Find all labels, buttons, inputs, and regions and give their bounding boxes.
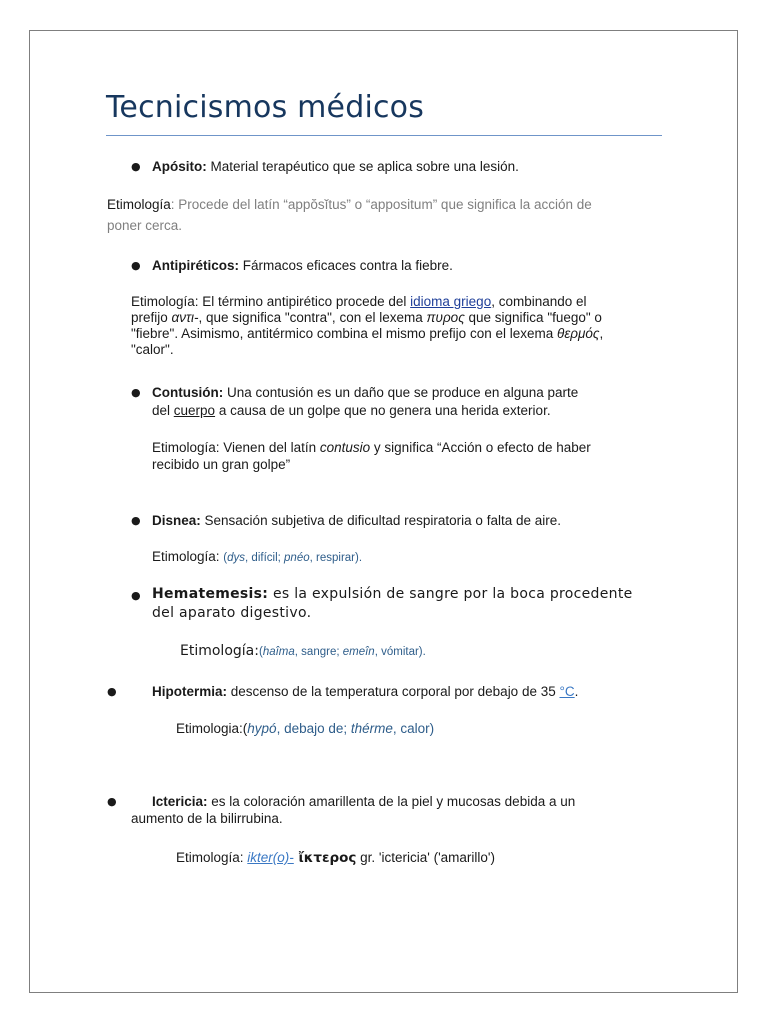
celsius-link[interactable]: °C — [559, 684, 575, 699]
term-hematemesis: Hematemesis: — [152, 586, 269, 602]
entry-disnea-etymology: Etimología: (dys, difícil; pnéo, respirar). — [152, 549, 363, 564]
entry-disnea-definition: Disnea: Sensación subjetiva de dificultad respiratoria o falta de aire. — [152, 513, 561, 528]
bullet-icon: ● — [107, 795, 117, 808]
term-ictericia: Ictericia: — [152, 794, 208, 809]
entry-hipotermia-etymology: Etimologia:(hypó, debajo de; thérme, calor) — [176, 721, 435, 736]
term-aposito: Apósito: — [152, 159, 207, 174]
ikter-link[interactable]: ikter(o)- — [247, 850, 294, 865]
entry-antipireticos-etymology: Etimología: El término antipirético procede del idioma griego, combinando el — [131, 294, 587, 309]
entry-antipireticos-etymology-line4: "calor". — [131, 342, 174, 357]
entry-ictericia-etymology: Etimología: ikter(o)- ἴκτερος gr. 'ictericia' ('amarillo') — [176, 850, 496, 866]
bullet-icon: ● — [131, 160, 141, 173]
idioma-griego-link[interactable]: idioma griego — [410, 294, 492, 309]
term-antipireticos: Antipiréticos: — [152, 258, 240, 273]
cuerpo-link[interactable]: cuerpo — [173, 403, 216, 418]
entry-hematemesis-definition-line2: del aparato digestivo. — [152, 605, 312, 621]
entry-ictericia-definition-line2: aumento de la bilirrubina. — [131, 811, 283, 826]
term-contusion: Contusión: — [152, 385, 224, 400]
entry-ictericia-definition: Ictericia: es la coloración amarillenta de la piel y mucosas debida a un — [152, 794, 576, 809]
entry-antipireticos-etymology-line2: prefijo αντι-, que significa "contra", con el lexema πυρος que significa "fuego" o — [131, 310, 602, 325]
bullet-icon: ● — [131, 386, 141, 399]
entry-contusion-etymology-line2: recibido un gran golpe” — [152, 457, 291, 472]
bullet-icon: ● — [131, 259, 141, 272]
entry-hipotermia-definition: Hipotermia: descenso de la temperatura corporal por debajo de 35 °C. — [152, 684, 579, 699]
bullet-icon: ● — [107, 685, 117, 698]
entry-hematemesis-definition: Hematemesis: es la expulsión de sangre por la boca procedente — [152, 586, 633, 602]
page-title: Tecnicismos médicos — [106, 90, 425, 125]
title-underline — [106, 135, 662, 136]
entry-antipireticos-etymology-line3: "fiebre". Asimismo, antitérmico combina el mismo prefijo con el lexema θερμός, — [131, 326, 604, 341]
entry-antipireticos-definition: Antipiréticos: Fármacos eficaces contra la fiebre. — [152, 258, 453, 273]
bullet-icon: ● — [131, 589, 141, 602]
entry-aposito-etymology-line2: poner cerca. — [107, 218, 183, 233]
entry-contusion-etymology: Etimología: Vienen del latín contusio y significa “Acción o efecto de haber — [152, 440, 591, 455]
entry-contusion-definition-line2: del cuerpo a causa de un golpe que no genera una herida exterior. — [152, 403, 551, 418]
entry-aposito-definition: Apósito: Material terapéutico que se aplica sobre una lesión. — [152, 159, 519, 174]
entry-aposito-etymology: Etimología: Procede del latín “appŏsĭtus” o “appositum” que significa la acción de — [107, 197, 592, 212]
term-hipotermia: Hipotermia: — [152, 684, 228, 699]
term-disnea: Disnea: — [152, 513, 201, 528]
entry-contusion-definition: Contusión: Una contusión es un daño que se produce en alguna parte — [152, 385, 579, 400]
bullet-icon: ● — [131, 514, 141, 527]
entry-hematemesis-etymology: Etimología:(haîma, sangre; emeîn, vómitar). — [180, 643, 426, 659]
